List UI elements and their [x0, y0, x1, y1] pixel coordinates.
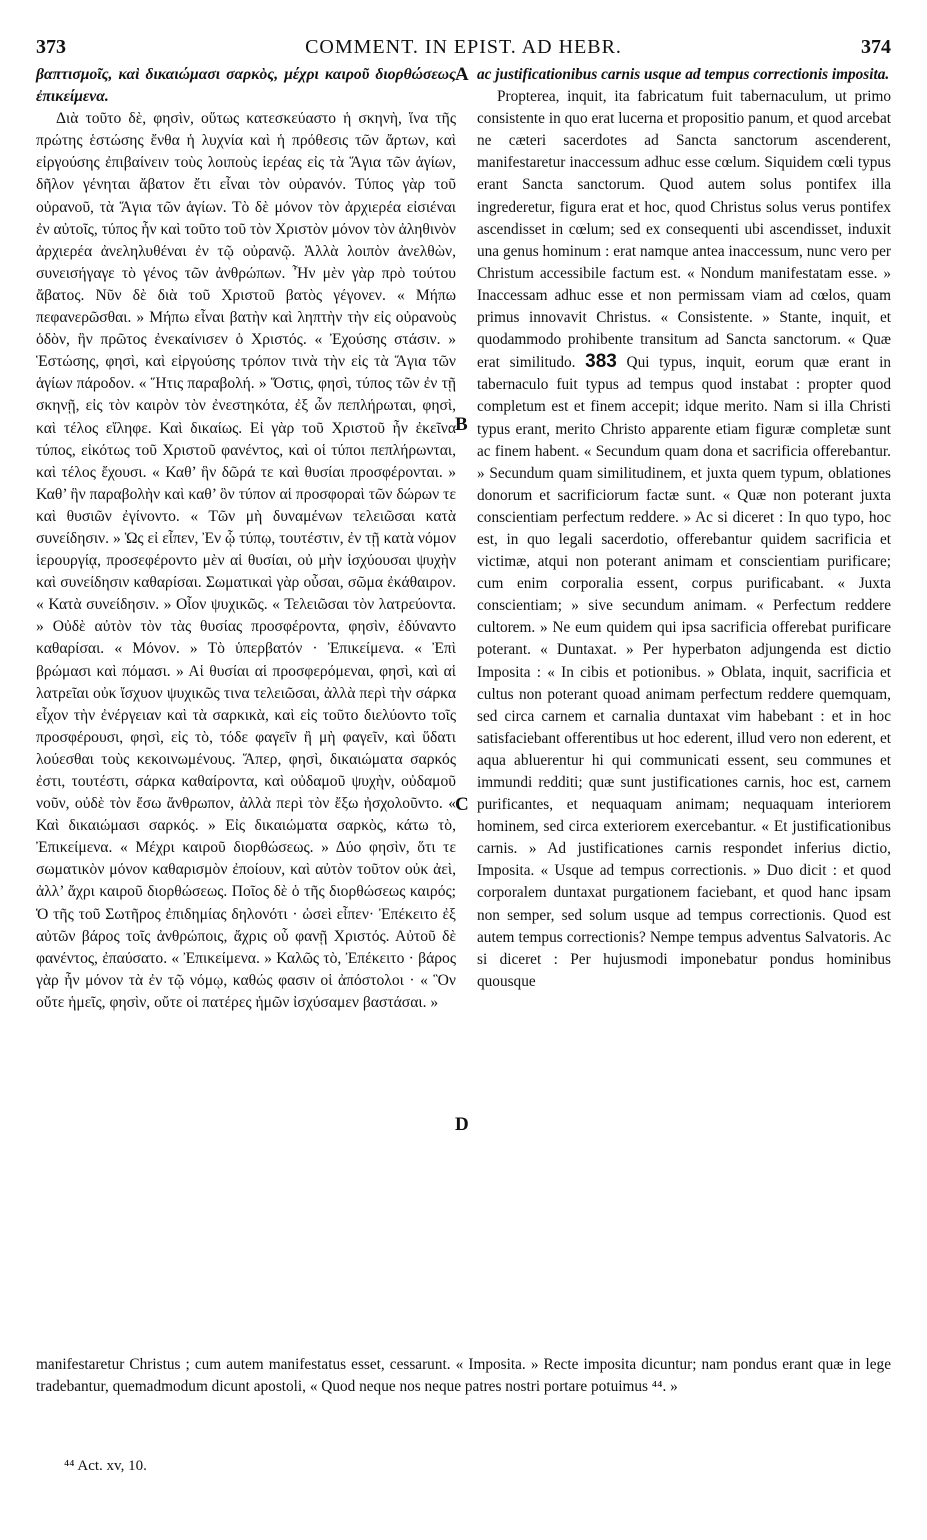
section-marker-c: C — [455, 794, 469, 815]
full-width-text — [36, 1354, 891, 1398]
latin-paragraph — [477, 86, 891, 993]
greek-column — [36, 64, 456, 1014]
page-header — [36, 36, 891, 64]
latin-column — [477, 64, 891, 993]
section-marker-a: A — [455, 64, 469, 85]
section-marker-d: D — [455, 1114, 469, 1135]
column-page-number: 383 — [585, 351, 617, 373]
page-number-left: 373 — [36, 36, 66, 58]
footnote: ⁴⁴ Act. xv, 10. — [64, 1458, 147, 1474]
greek-paragraph: Διὰ τοῦτο δὲ, φησὶν, οὕτως κατεσκεύαστο ἡ σκηνὴ, ἵνα τῆς πρώτης ἑστώσης ἔνθα ἡ λυχνία καὶ ἡ πρόθεσις τῶν ἄρτων, καὶ εἰργούσης ἐπιβαίνειν τοὺς λοιποὺς ἱερέας εἰς τὰ Ἅγια τῶν ἁγίων, δῆλον γένηται ἄβατον ἔτι εἶναι τὸν οὐρανόν. Τύπος γὰρ τοῦ οὐρανοῦ, τὰ Ἅγια τῶν ἁγίων. Τὸ δὲ μόνον τὸν ἀρχιερέα εἰσιέναι ἐν αὐτοῖς, τύπος ἦν καὶ τοῦτο τοῦ τὸν Χριστὸν μόνον τὸν ἀληθινὸν ἀρχιερέα ἀνεληλυθέναι ἐν τῷ οὐρανῷ. Ἀλλὰ λοιπὸν ἀνελθὼν, συνεισήγαγε τὸ γένος τῶν ἀνθρώπων. Ἦν μὲν γὰρ πρὸ τούτου ἄβατος. Νῦν δὲ διὰ τοῦ Χριστοῦ βατὸς γέγονεν. « Μήπω πεφανερῶσθαι. » Μήπω εἶναι βατὴν καὶ ληπτὴν τὴν εἰς οὐρανοὺς ὁδὸν, ἣν πρῶτος ἐνεκαίνισεν ὁ Χριστός. « Ἐχούσης στάσιν. » Ἑστώσης, φησὶ, καὶ εἰργούσης τρόπον τινὰ τὴν εἰς τὰ Ἅγια τῶν ἁγίων πάροδον. « Ἥτις παραβολή. » Ὅστις, φησὶ, τύπος τῶν ἐν τῇ σκηνῇ, εἰς τὸν καιρὸν τὸν ἐνεστηκότα, ἐξ ὧν πεπλήρωται, φησὶ, καὶ τέλος εἴληφε. Καὶ δικαίως. Εἰ γὰρ τοῦ Χριστοῦ ἦν ἐκεῖνα τύπος, εἰκότως τοῦ Χριστοῦ φανέντος, καὶ οἱ τύποι πεπλήρωνται, καὶ τέλος ἔχουσι. « Καθ’ ἣν δῶρά τε καὶ θυσίαι προσφέρονται. » Καθ’ ἣν παραβολὴν καὶ καθ’ ὃν τύπον αἱ προσφοραὶ τῶν δώρων τε καὶ θυσιῶν ἐγίνοντο. « Τῶν μὴ δυναμένων τελειῶσαι κατὰ συνείδησιν. » Ὡς εἰ εἶπεν, Ἐν ᾧ τύπῳ, τουτέστιν, ἐν τῇ κατὰ νόμον ἱερουργίᾳ, προσεφέροντο μὲν αἱ θυσίαι, οὐ μὴν ἰσχύουσαι ψυχὴν καὶ συνείδησιν καθαρίσαι. Σωματικαὶ γὰρ οὖσαι, σῶμα ἐκάθαιρον. « Κατὰ συνείδησιν. » Οἷον ψυχικῶς. « Τελειῶσαι τὸν λατρεύοντα. » Οὐδὲ αὐτὸν τὸν τὰς θυσίας προσφέροντα, φησὶν, ἐδύναντο καθαρίσαι. « Μόνον. » Τὸ ὑπερβατόν · Ἐπικείμενα. « Ἐπὶ βρώμασι καὶ πόμασι. » Αἱ θυσίαι αἱ προσφερόμεναι, φησὶ, καὶ αἱ λατρεῖαι οὐκ ἴσχυον ψυχικῶς τινα τελειῶσαι, ἀλλὰ περὶ τὴν σάρκα εἶχον τὴν ἐνέργειαν καὶ τὰ σαρκικὰ, καὶ εἰς τοῦτο διελύοντο τοῖς προσφέρουσι, φησὶ, εἰς τὸ, τόδε φαγεῖν ἢ μὴ φαγεῖν, καὶ ὕδατι λούεσθαι τοὺς κεκοινωμένους. Ἅπερ, φησὶ, δικαιώματα σαρκός ἐστι, τουτέστι, σάρκα καθαίροντα, καὶ οὐδαμοῦ ψυχὴν, οὐδαμοῦ νοῦν, οὐδὲ τὸν ἔσω ἄνθρωπον, ἀλλὰ περὶ τὸν ἔξω ἠσχολοῦντο. « Καὶ δικαιώμασι σαρκός. » Εἰς δικαιώματα σαρκὸς, κάτω τὸ, Ἐπικείμενα. « Μέχρι καιροῦ διορθώσεως. » Δύο φησὶν, ὅτι τε σωματικὸν μόνον καθαρισμὸν ἐποίουν, καὶ αὐτὸν τοῦτον οὐκ ἀεὶ, ἀλλ’ ἄχρι καιροῦ διορθώσεως. Ποῖος δὲ ὁ τῆς διορθώσεως καιρός; Ὁ τῆς τοῦ Σωτῆρος ἐπιδημίας δηλονότι · ὡσεὶ εἶπεν· Ἐπέκειτο ἐξ αὐτῶν βάρος τοῖς ἀνθρώποις, ἄχρις οὗ φανῇ Χριστός. Αὐτοῦ δὲ φανέντος, ἐπαύσατο. « Ἐπικείμενα. » Καλῶς τὸ, Ἐπέκειτο · βάρος γὰρ ἦν μόνον τὰ ἐν τῷ νόμῳ, καθώς φασιν οἱ ἀπόστολοι · « Ὃν οὔτε ἡμεῖς, φησὶν, οὔτε οἱ πατέρες ἡμῶν ἰσχύσαμεν βαστάσαι. » — [36, 110, 456, 1011]
greek-lemma: βαπτισμοῖς, καὶ δικαιώμασι σαρκὸς, μέχρι καιροῦ διορθώσεως ἐπικείμενα. — [36, 66, 456, 106]
full-width-paragraph: manifestaretur Christus ; cum autem manifestatus esset, cessarunt. « Imposita. » Recte imposita dicuntur; nam pondus erant quæ in lege tradebantur, quemadmodum dicunt apostoli, « Quod neque nos neque patres nostri portare potuimus ⁴⁴. » — [36, 1356, 891, 1396]
latin-text-after: Qui typus, inquit, eorum quæ erant in tabernaculo fuit typus ad tempus quod instabat : propter quod completum est et finem accepit; idque merito. Nam si illa Christi typus erant, merito Christo apparente etiam figuræ completæ sunt ac finem habent. « Secundum quam dona et sacrificia offerebantur. » Secundum quam similitudinem, et juxta quem typum, oblationes donorum et sacrificiorum factæ sunt. « Quæ non poterant juxta conscientiam perfectum reddere. » Ac si diceret : In quo typo, hoc est, in quo legali sacerdotio, offerebantur quidem sacrificia et victimæ, atqui non poterant animam et conscientiam purificare; cum enim corporalia essent, corpus purificabant. « Juxta conscientiam; » sive secundum animam. « Perfectum reddere cultorem. » Ne eum quidem qui ipsa sacrificia offerebat purificare poterant. « Duntaxat. » Per hyperbaton adjungenda est dictio Imposita : « In cibis et potionibus. » Oblata, inquit, sacrificia et cultus non poterant quoad animam perfectum reddere quemquam, sed circa carnem et carnalia duntaxat vim habebant : et in hoc satisfaciebant offerentibus ut hoc ederent, illud vero non ederent, et aqua abluerentur hi qui communicati essent, seu communes et immundi redditi; quæ sunt justificationes carnis, hoc est, carnem purificantes, et nequaquam animam; nequaquam interiorem hominem, sed circa exteriorem exercebantur. « Et justificationibus carnis. » Ad justificationes carnis respondet inferius dictio, Imposita. « Usque ad tempus correctionis. » Duo dicit : et quod corporalem duntaxat purgationem faciebant, et quod hanc ipsam non semper, sed solum usque ad tempus correctionis. Quod est autem tempus correctionis? Nempe tempus adventus Salvatoris. Ac si diceret : Per hujusmodi imponebatur pondus hominibus quousque — [477, 354, 891, 990]
page-number-right: 374 — [861, 36, 891, 58]
latin-lemma: ac justificationibus carnis usque ad tempus correctionis imposita. — [477, 66, 890, 83]
running-title: COMMENT. IN EPIST. AD HEBR. — [305, 36, 622, 58]
latin-text-before: Propterea, inquit, ita fabricatum fuit tabernaculum, ut primo consistente in quo erat lucerna et propositio panum, et quod arcebat ne cæteri sacerdotes ad Sancta sanctorum ascenderent, manifestaretur inaccessum adhuc esse cœlum. Siquidem cœli typus erant Sancta sanctorum. Quod autem solus pontifex illa ingrederetur, figura erat et hoc, quod Christus solus verus pontifex ascendisset in cœlum; sed ex consequenti ubi ascendisset, induxit una genus hominum : erat namque antea inaccessum, nunc vero per Christum accessibile factum est. « Nondum manifestatam esse. » Inaccessam adhuc esse et non permissam viam ad cœlos, quam primus innovavit Christus. « Consistente. » Stante, inquit, et quodammodo prohibente transitum ad Sancta sanctorum. « Quæ erat similitudo. — [477, 88, 891, 372]
section-marker-b: B — [455, 414, 468, 435]
